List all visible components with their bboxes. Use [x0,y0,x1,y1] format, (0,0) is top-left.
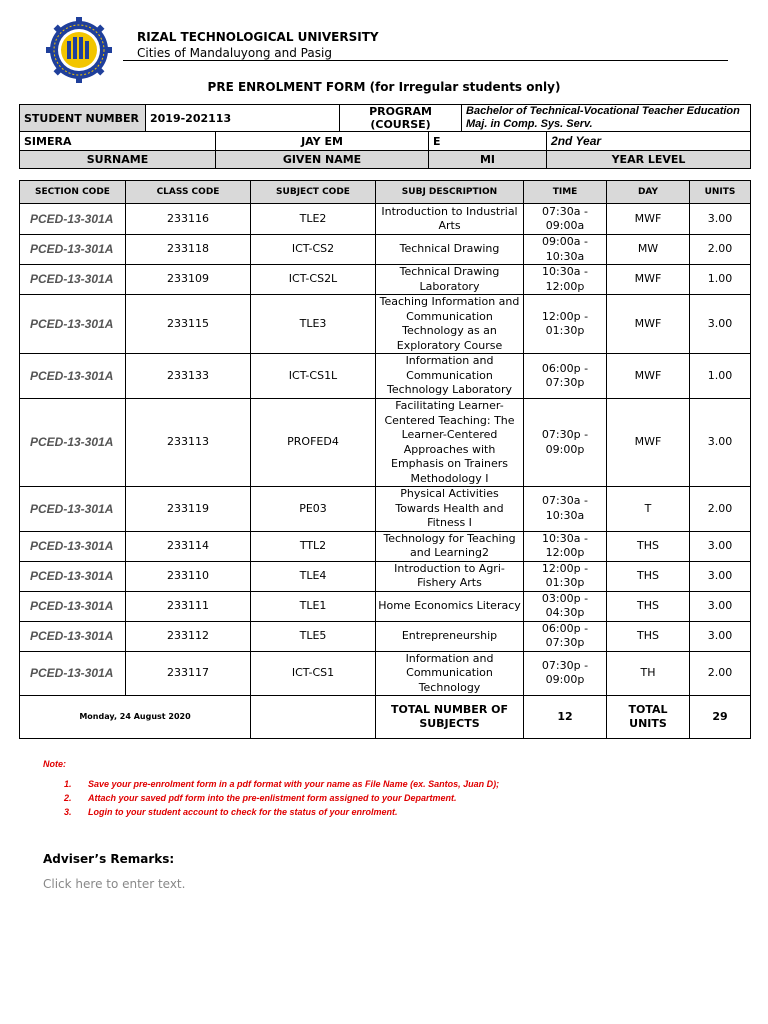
total-subjects-value: 12 [524,696,607,739]
mi-value: E [429,132,547,151]
table-row [20,399,751,487]
subject-code-cell: TTL2 [251,531,376,561]
note-item [64,779,499,793]
day-cell: THS [607,621,690,651]
table-row [20,531,751,561]
section-code-cell: PCED-13-301A [20,531,126,561]
subject-code-cell: ICT-CS2 [251,235,376,265]
form-date: Monday, 24 August 2020 [20,696,251,739]
day-cell: MW [607,235,690,265]
day-cell: THS [607,561,690,591]
class-code-cell: 233117 [126,651,251,696]
section-code-cell: PCED-13-301A [20,591,126,621]
notes-list [64,779,499,821]
section-code-cell: PCED-13-301A [20,354,126,399]
surname-value: SIMERA [20,132,216,151]
time-cell: 10:30a - 12:00p [524,531,607,561]
section-code-cell: PCED-13-301A [20,621,126,651]
units-cell: 3.00 [690,561,751,591]
subject-code-cell: TLE3 [251,295,376,354]
class-code-cell: 233133 [126,354,251,399]
table-row [20,295,751,354]
units-cell: 1.00 [690,265,751,295]
table-row [20,487,751,532]
subject-code-cell: TLE1 [251,591,376,621]
subject-description-cell: Information and Communication Technology Laboratory [376,354,524,399]
time-cell: 07:30a - 09:00a [524,204,607,235]
total-units-label: TOTAL UNITS [607,696,690,739]
student-number-value: 2019-202113 [146,105,340,132]
day-cell: MWF [607,295,690,354]
units-cell: 3.00 [690,621,751,651]
class-code-cell: 233116 [126,204,251,235]
university-cities: Cities of Mandaluyong and Pasig [137,46,332,60]
table-row [20,591,751,621]
table-row [20,354,751,399]
year-level-label: YEAR LEVEL [547,151,751,169]
section-code-cell: PCED-13-301A [20,651,126,696]
note-text: Attach your saved pdf form into the pre-enlistment form assigned to your Department. [88,793,457,803]
subject-description-cell: Information and Communication Technology [376,651,524,696]
header-time: TIME [524,181,607,204]
subject-description-cell: Physical Activities Towards Health and Fitness I [376,487,524,532]
header-section-code: SECTION CODE [20,181,126,204]
subject-code-cell: TLE5 [251,621,376,651]
subject-description-cell: Facilitating Learner-Centered Teaching: The Learner-Centered Approaches with Emphasis on Trainers Methodology I [376,399,524,487]
time-cell: 07:30a - 10:30a [524,487,607,532]
subject-description-cell: Technical Drawing [376,235,524,265]
table-row [20,204,751,235]
time-cell: 07:30p - 09:00p [524,399,607,487]
header-subj-description: SUBJ DESCRIPTION [376,181,524,204]
class-code-cell: 233119 [126,487,251,532]
mi-label: MI [429,151,547,169]
total-units-value: 29 [690,696,751,739]
day-cell: T [607,487,690,532]
advisers-remarks-field[interactable]: Click here to enter text. [43,877,186,891]
subject-description-cell: Entrepreneurship [376,621,524,651]
time-cell: 12:00p - 01:30p [524,561,607,591]
class-code-cell: 233113 [126,399,251,487]
note-number: 1. [64,779,72,789]
note-text: Login to your student account to check for the status of your enrolment. [88,807,398,817]
subject-code-cell: ICT-CS1 [251,651,376,696]
note-number: 2. [64,793,72,803]
note-label: Note: [43,759,66,769]
subject-description-cell: Introduction to Industrial Arts [376,204,524,235]
units-cell: 3.00 [690,399,751,487]
units-cell: 3.00 [690,591,751,621]
units-cell: 3.00 [690,295,751,354]
section-code-cell: PCED-13-301A [20,295,126,354]
subject-code-cell: TLE4 [251,561,376,591]
note-item [64,793,499,807]
section-code-cell: PCED-13-301A [20,235,126,265]
table-row [20,561,751,591]
day-cell: MWF [607,204,690,235]
total-subjects-label: TOTAL NUMBER OF SUBJECTS [376,696,524,739]
time-cell: 07:30p - 09:00p [524,651,607,696]
advisers-remarks-label: Adviser’s Remarks: [43,852,175,866]
footer-empty-cell [251,696,376,739]
header-units: UNITS [690,181,751,204]
subject-description-cell: Introduction to Agri-Fishery Arts [376,561,524,591]
units-cell: 3.00 [690,531,751,561]
day-cell: TH [607,651,690,696]
subject-code-cell: ICT-CS2L [251,265,376,295]
subject-code-cell: PE03 [251,487,376,532]
day-cell: MWF [607,354,690,399]
table-row [20,235,751,265]
class-code-cell: 233115 [126,295,251,354]
time-cell: 09:00a - 10:30a [524,235,607,265]
table-row [20,621,751,651]
student-info-table [19,104,751,169]
units-cell: 2.00 [690,487,751,532]
header-day: DAY [607,181,690,204]
form-title: PRE ENROLMENT FORM (for Irregular students only) [207,80,561,94]
university-name: RIZAL TECHNOLOGICAL UNIVERSITY [137,30,379,44]
header-subject-code: SUBJECT CODE [251,181,376,204]
units-cell: 2.00 [690,651,751,696]
table-row [20,651,751,696]
day-cell: THS [607,591,690,621]
class-code-cell: 233114 [126,531,251,561]
subject-code-cell: ICT-CS1L [251,354,376,399]
time-cell: 12:00p - 01:30p [524,295,607,354]
class-code-cell: 233111 [126,591,251,621]
class-code-cell: 233110 [126,561,251,591]
section-code-cell: PCED-13-301A [20,265,126,295]
note-number: 3. [64,807,72,817]
given-name-label: GIVEN NAME [216,151,429,169]
day-cell: MWF [607,399,690,487]
student-number-label: STUDENT NUMBER [20,105,146,132]
time-cell: 06:00p - 07:30p [524,354,607,399]
section-code-cell: PCED-13-301A [20,204,126,235]
schedule-rows [20,204,751,696]
units-cell: 1.00 [690,354,751,399]
subject-code-cell: PROFED4 [251,399,376,487]
units-cell: 2.00 [690,235,751,265]
table-row [20,265,751,295]
header-class-code: CLASS CODE [126,181,251,204]
subject-description-cell: Technical Drawing Laboratory [376,265,524,295]
header-divider [123,60,728,61]
section-code-cell: PCED-13-301A [20,487,126,532]
year-level-value: 2nd Year [547,132,751,151]
day-cell: MWF [607,265,690,295]
note-item [64,807,499,821]
surname-label: SURNAME [20,151,216,169]
given-name-value: JAY EM [216,132,429,151]
subject-code-cell: TLE2 [251,204,376,235]
time-cell: 06:00p - 07:30p [524,621,607,651]
class-code-cell: 233112 [126,621,251,651]
subject-description-cell: Technology for Teaching and Learning2 [376,531,524,561]
section-code-cell: PCED-13-301A [20,561,126,591]
section-code-cell: PCED-13-301A [20,399,126,487]
day-cell: THS [607,531,690,561]
class-code-cell: 233118 [126,235,251,265]
class-code-cell: 233109 [126,265,251,295]
university-seal-icon [40,17,118,83]
time-cell: 10:30a - 12:00p [524,265,607,295]
subject-description-cell: Home Economics Literacy [376,591,524,621]
time-cell: 03:00p - 04:30p [524,591,607,621]
program-label: PROGRAM (COURSE) [340,105,462,132]
subject-description-cell: Teaching Information and Communication Technology as an Exploratory Course [376,295,524,354]
note-text: Save your pre-enrolment form in a pdf format with your name as File Name (ex. Santos, Juan D); [88,779,500,789]
program-value: Bachelor of Technical-Vocational Teacher Education Maj. in Comp. Sys. Serv. [462,105,751,132]
units-cell: 3.00 [690,204,751,235]
schedule-table [19,180,751,739]
